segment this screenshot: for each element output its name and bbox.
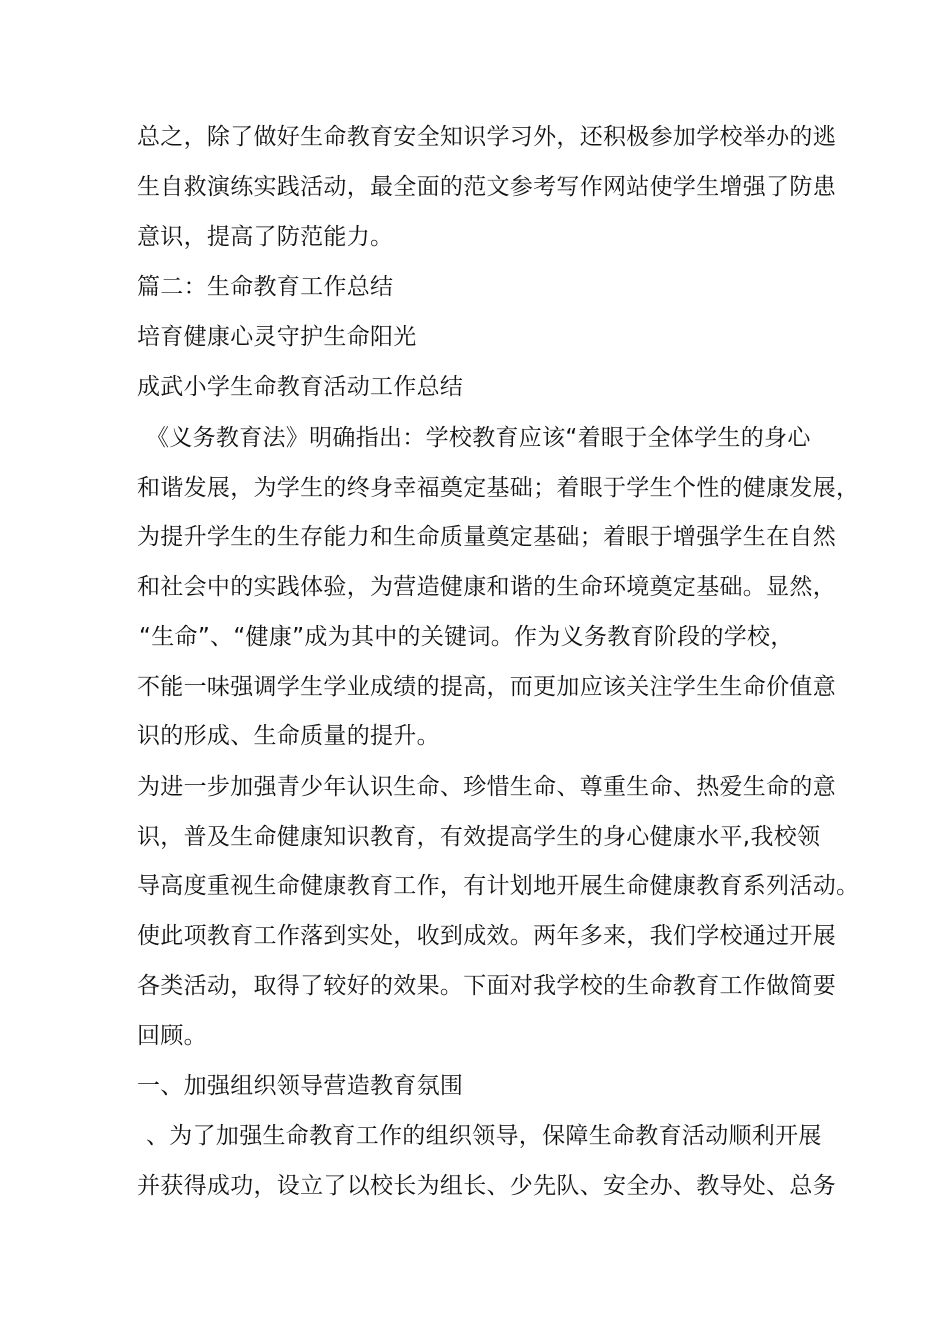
text-line: 意识，提高了防范能力。: [137, 224, 394, 250]
text-line: 、为了加强生命教育工作的组织领导，保障生命教育活动顺利开展: [146, 1123, 822, 1149]
text-line: 不能一味强调学生学业成绩的提高，而更加应该关注学生生命价值意: [137, 674, 836, 700]
text-line: 和社会中的实践体验，为营造健康和谐的生命环境奠定基础。显然，: [137, 574, 836, 600]
text-line: 识，普及生命健康知识教育，有效提高学生的身心健康水平,我校领: [137, 824, 821, 850]
text-line: 导高度重视生命健康教育工作，有计划地开展生命健康教育系列活动。: [137, 873, 860, 899]
text-line: 回顾。: [137, 1023, 207, 1049]
text-line: 识的形成、生命质量的提升。: [137, 723, 440, 749]
text-line: 为提升学生的生存能力和生命质量奠定基础；着眼于增强学生在自然: [137, 524, 836, 550]
text-line: 各类活动，取得了较好的效果。下面对我学校的生命教育工作做简要: [137, 973, 836, 999]
section-heading: 一、加强组织领导营造教育氛围: [137, 1073, 464, 1099]
subtitle: 培育健康心灵守护生命阳光: [137, 324, 417, 350]
section-heading: 篇二：生命教育工作总结: [137, 274, 394, 300]
text-line: 《义务教育法》明确指出：学校教育应该“着眼于全体学生的身心: [146, 425, 811, 451]
text-line: 和谐发展，为学生的终身幸福奠定基础；着眼于学生个性的健康发展，: [137, 475, 860, 501]
text-line: 并获得成功，设立了以校长为组长、少先队、安全办、教导处、总务: [137, 1173, 836, 1199]
text-line: 生自救演练实践活动，最全面的范文参考写作网站使学生增强了防患: [137, 174, 836, 200]
text-line: 为进一步加强青少年认识生命、珍惜生命、尊重生命、热爱生命的意: [137, 774, 836, 800]
text-line: 使此项教育工作落到实处，收到成效。两年多来，我们学校通过开展: [137, 923, 836, 949]
text-line: “生命”、“健康”成为其中的关键词。作为义务教育阶段的学校，: [139, 624, 794, 650]
document-title: 成武小学生命教育活动工作总结: [137, 374, 464, 400]
text-line: 总之，除了做好生命教育安全知识学习外，还积极参加学校举办的逃: [137, 124, 836, 150]
